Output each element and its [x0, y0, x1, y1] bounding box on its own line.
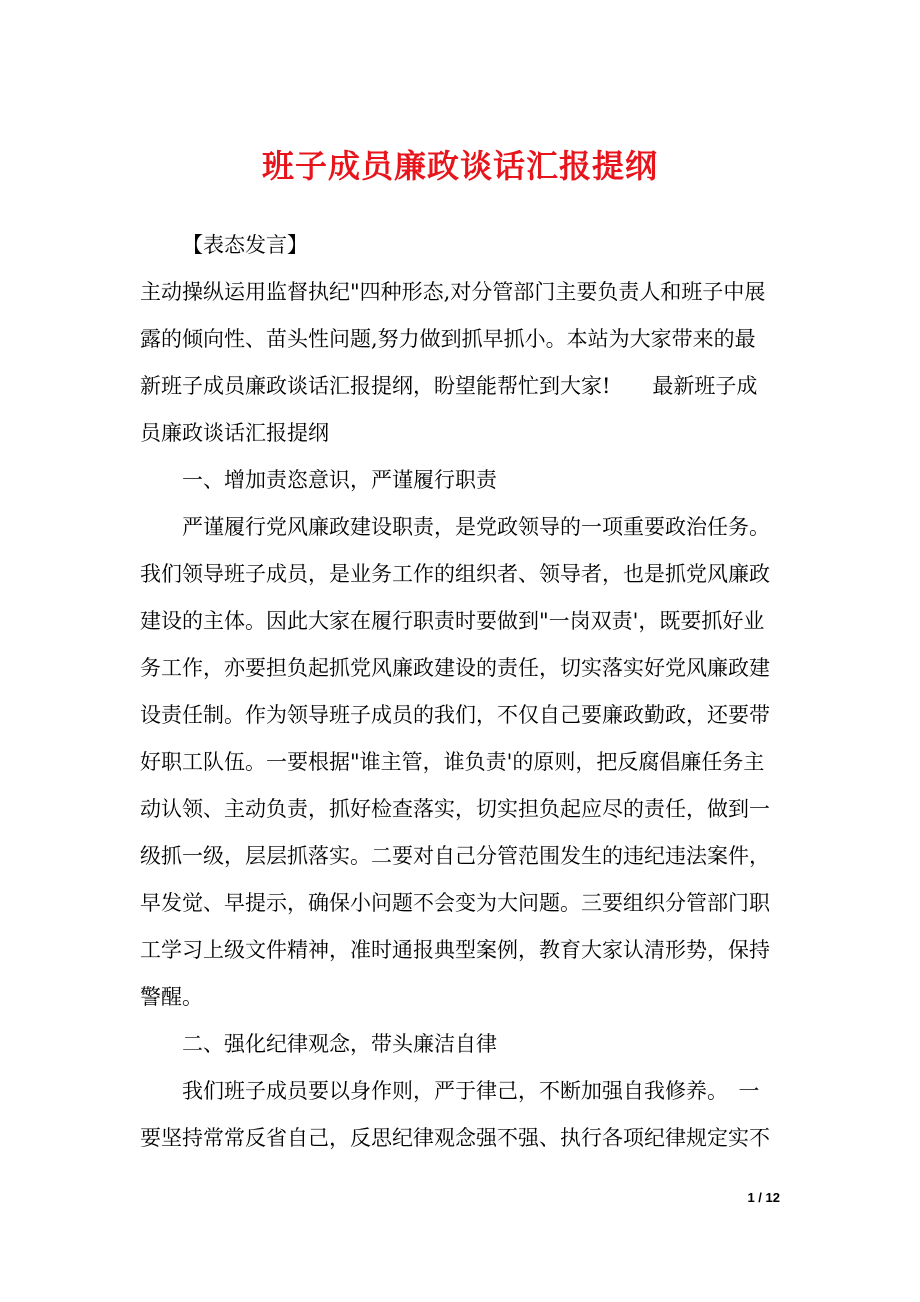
document-body: [140, 222, 783, 1162]
body-line: 工学习上级文件精神，准时通报典型案例，教育大家认清形势，保持: [140, 938, 770, 962]
body-line: 要坚持常常反省自己，反思纪律观念强不强、执行各项纪律规定实不: [140, 1126, 770, 1150]
body-line: 主动操纵运用监督执纪"四种形态,对分管部门主要负责人和班子中展: [140, 280, 766, 304]
page-number: 1 / 12: [747, 1190, 780, 1205]
body-line: 一、增加责恣意识，严谨履行职责: [182, 468, 497, 492]
body-line: 建设的主体。因此大家在履行职责时要做到"一岗双责'，既要抓好业: [140, 609, 765, 633]
body-line: 我们领导班子成员，是业务工作的组织者、领导者，也是抓党风廉政: [140, 562, 770, 586]
body-line: 露的倾向性、苗头性问题,努力做到抓早抓小。本站为大家带来的最: [140, 327, 756, 351]
body-line: 设责任制。作为领导班子成员的我们，不仅自己要廉政勤政，还要带: [140, 703, 770, 727]
body-line: 警醒。: [140, 985, 203, 1009]
body-line: 【表态发言】: [182, 233, 308, 257]
body-line: 新班子成员廉政谈话汇报提纲，盼望能帮忙到大家! 最新班子成: [140, 374, 758, 398]
body-line: 级抓一级，层层抓落实。二要对自己分管范围发生的违纪违法案件，: [140, 844, 770, 868]
body-line: 员廉政谈话汇报提纲: [140, 421, 329, 445]
body-line: 二、强化纪律观念，带头廉洁自律: [182, 1032, 497, 1056]
body-line: 早发觉、早提示，确保小问题不会变为大问题。三要组织分管部门职: [140, 891, 770, 915]
body-line: 我们班子成员要以身作则，严于律己，不断加强自我修养。 一: [182, 1079, 760, 1103]
document-title: 班子成员廉政谈话汇报提纲: [261, 147, 658, 185]
body-line: 好职工队伍。一要根据"谁主管，谁负责'的原则，把反腐倡廉任务主: [140, 750, 765, 774]
body-line: 动认领、主动负责，抓好检查落实，切实担负起应尽的责任，做到一: [140, 797, 770, 821]
body-line: 严谨履行党风廉政建设职责，是党政领导的一项重要政治任务。: [182, 515, 770, 539]
body-line: 务工作，亦要担负起抓党风廉政建设的责任，切实落实好党风廉政建: [140, 656, 770, 680]
